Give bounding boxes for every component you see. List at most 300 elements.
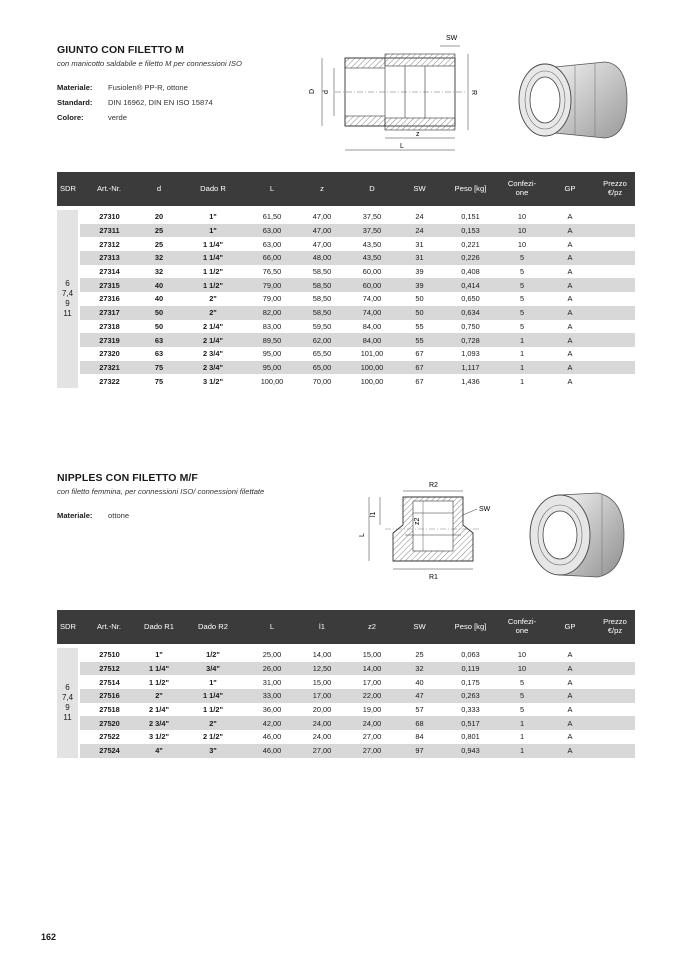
table-cell: 40 [139, 278, 179, 292]
table-cell: 10 [517, 239, 527, 249]
table-cell: A [545, 361, 595, 375]
table-cell: 2 3/4" [179, 361, 247, 375]
table-cell: 60,00 [347, 278, 397, 292]
table-cell: 25 [415, 650, 424, 660]
table-cell: 25 [154, 239, 164, 249]
table-cell: 27524 [79, 744, 139, 758]
table-row [57, 306, 635, 320]
table-cell: 27522 [99, 732, 120, 742]
dim-label-sw: SW [446, 35, 458, 42]
table-cell: 10 [517, 650, 527, 660]
table-row [57, 251, 635, 265]
table-cell: 58,50 [312, 294, 332, 304]
table-cell: 31,00 [262, 677, 282, 687]
price-cell [595, 716, 635, 730]
table-cell: 1" [179, 224, 247, 238]
table-cell: A [567, 212, 573, 222]
table-cell: 82,00 [247, 306, 297, 320]
table-cell: 15,00 [312, 677, 332, 687]
table-cell: 43,50 [347, 251, 397, 265]
table-cell: 26,00 [247, 662, 297, 676]
table-cell: 4" [139, 744, 179, 758]
table-cell: 37,50 [362, 212, 382, 222]
price-cell [595, 361, 635, 375]
col-header-l1: l1 [297, 610, 347, 644]
table-cell: 5 [499, 689, 545, 703]
table-cell: 27,00 [297, 744, 347, 758]
col-header-gp: GP [545, 172, 595, 206]
price-cell [595, 703, 635, 717]
dim-label-z2: z2 [414, 517, 421, 525]
table-cell: 24 [397, 224, 442, 238]
table-cell: 2 1/4" [179, 333, 247, 347]
table-row [57, 347, 635, 361]
table-cell: 27316 [99, 294, 120, 304]
table-cell: 0,750 [461, 321, 480, 331]
price-cell [595, 320, 635, 334]
table-row [57, 210, 635, 224]
col-header-peso: Peso [kg] [442, 610, 499, 644]
table-cell: 24 [415, 212, 424, 222]
table-body [57, 644, 635, 758]
table-cell: A [545, 306, 595, 320]
table-cell: 47,00 [312, 239, 332, 249]
technical-drawing-nipples [355, 475, 500, 585]
dim-label-r2: R2 [429, 482, 438, 489]
table-cell: 27315 [79, 278, 139, 292]
table-cell: 1" [155, 650, 163, 660]
table-row [57, 237, 635, 251]
table-row [57, 224, 635, 238]
table-cell: 27313 [79, 251, 139, 265]
table-cell: A [567, 294, 573, 304]
property-key: Materiale: [57, 83, 93, 92]
table-cell: 65,50 [312, 349, 332, 359]
table-cell: 67 [397, 361, 442, 375]
table-header-row [57, 610, 635, 644]
table-cell: 58,50 [312, 267, 332, 277]
price-cell [595, 265, 635, 279]
table-cell: 0,408 [461, 267, 480, 277]
price-cell [595, 292, 635, 306]
table-cell: 100,00 [347, 361, 397, 375]
table-cell: 60,00 [362, 267, 382, 277]
col-header-z: z [297, 172, 347, 206]
table-cell: 37,50 [347, 224, 397, 238]
table-cell: 0,063 [461, 650, 480, 660]
table-cell: 79,00 [247, 278, 297, 292]
table-cell: 31 [397, 251, 442, 265]
table-cell: 1 1/4" [139, 662, 179, 676]
table-cell: 1 1/4" [203, 239, 223, 249]
table-cell: 1 [519, 349, 525, 359]
price-cell [595, 237, 635, 251]
table-row [57, 648, 635, 662]
table-cell: 1 1/4" [179, 251, 247, 265]
table-row [57, 730, 635, 744]
table-row [57, 716, 635, 730]
table-row [57, 265, 635, 279]
table-cell: 3 1/2" [149, 732, 169, 742]
table-cell: 79,00 [262, 294, 282, 304]
table-cell: A [545, 689, 595, 703]
table-row [57, 703, 635, 717]
property-value: ottone [108, 511, 130, 520]
table-cell: A [567, 732, 573, 742]
table-cell: 39 [397, 278, 442, 292]
col-header-sw: SW [397, 610, 442, 644]
table-cell: 10 [517, 212, 527, 222]
table-cell: A [567, 349, 573, 359]
table-cell: 1 [499, 361, 545, 375]
table-cell: 63,00 [262, 239, 282, 249]
table-cell: 3" [179, 744, 247, 758]
dim-label-l: L [359, 533, 366, 537]
table-cell: 27318 [99, 321, 120, 331]
table-cell: 55 [415, 321, 424, 331]
table-cell: 20 [154, 212, 164, 222]
table-cell: 0,119 [442, 662, 499, 676]
property-value: DIN 16962, DIN EN ISO 15874 [108, 98, 213, 107]
table-cell: 57 [415, 705, 424, 715]
price-cell [595, 730, 635, 744]
col-header-dado-r: Dado R [179, 172, 247, 206]
table-cell: 27510 [99, 650, 120, 660]
table-cell: 39 [415, 267, 424, 277]
dim-label-z: z [416, 131, 420, 138]
table-cell: 22,00 [347, 689, 397, 703]
col-header-prezzo: Prezzo €/pz [595, 172, 635, 206]
table-cell: 0,728 [442, 333, 499, 347]
table-cell: 0,175 [461, 677, 480, 687]
sdr-value: 9 [65, 702, 70, 712]
table-cell: A [567, 321, 573, 331]
price-cell [595, 374, 635, 388]
col-header-l: L [247, 610, 297, 644]
table-cell: 3 1/2" [203, 376, 223, 386]
property-key: Colore: [57, 113, 84, 122]
col-header-prezzo: Prezzo €/pz [595, 610, 635, 644]
table-cell: 2 3/4" [203, 349, 223, 359]
table-cell: 58,50 [297, 278, 347, 292]
table-cell: 27314 [99, 267, 120, 277]
table-cell: 3/4" [179, 662, 247, 676]
price-cell [595, 648, 635, 662]
table-cell: 14,00 [312, 650, 332, 660]
table-cell: 27322 [99, 376, 120, 386]
table-cell: A [545, 333, 595, 347]
table-cell: 31 [415, 239, 424, 249]
table-cell: 5 [519, 677, 525, 687]
section-title: GIUNTO CON FILETTO M [57, 44, 185, 56]
price-cell [595, 347, 635, 361]
col-header-d-outer: D [347, 172, 397, 206]
table-cell: 27311 [79, 224, 139, 238]
product-image-nipples [520, 485, 630, 585]
table-cell: 47,00 [297, 224, 347, 238]
table-cell: 2" [209, 294, 217, 304]
table-cell: 75 [139, 361, 179, 375]
table-cell: 50 [154, 321, 164, 331]
section-title: NIPPLES CON FILETTO M/F [57, 472, 198, 484]
table-cell: 5 [519, 321, 525, 331]
price-cell [595, 210, 635, 224]
table-cell: 48,00 [297, 251, 347, 265]
col-header-art-nr: Art.-Nr. [79, 610, 139, 644]
table-cell: 70,00 [312, 376, 332, 386]
col-header-sdr: SDR [57, 610, 79, 644]
col-header-dado-r1: Dado R1 [139, 610, 179, 644]
table-row [57, 278, 635, 292]
table-cell: 1 1/2" [203, 267, 223, 277]
table-cell: 2 1/4" [203, 321, 223, 331]
col-header-dado-r2: Dado R2 [179, 610, 247, 644]
table-cell: 0,153 [442, 224, 499, 238]
table-row [57, 361, 635, 375]
dim-label-l: L [400, 143, 404, 150]
table-cell: 0,650 [461, 294, 480, 304]
table-cell: 20,00 [312, 705, 332, 715]
table-cell: 27520 [79, 716, 139, 730]
price-cell [595, 278, 635, 292]
table-cell: 89,50 [247, 333, 297, 347]
table-cell: 1 [519, 732, 525, 742]
table-cell: 63,00 [247, 224, 297, 238]
sdr-value: 6 [65, 278, 70, 288]
table-cell: A [545, 744, 595, 758]
table-cell: 32 [154, 267, 164, 277]
table-cell: 43,50 [362, 239, 382, 249]
col-header-confezione: Confezi- one [499, 610, 545, 644]
table-cell: 47,00 [312, 212, 332, 222]
table-cell: 62,00 [297, 333, 347, 347]
table-cell: 27518 [99, 705, 120, 715]
table-cell: 74,00 [347, 306, 397, 320]
property-value: verde [108, 113, 127, 122]
table-cell: A [545, 662, 595, 676]
table-row [57, 292, 635, 306]
table-cell: 24,00 [347, 716, 397, 730]
property-key: Materiale: [57, 511, 93, 520]
table-cell: 2" [139, 689, 179, 703]
property-value: Fusiolen® PP-R, ottone [108, 83, 188, 92]
table-cell: 74,00 [362, 294, 382, 304]
table-cell: 76,50 [262, 267, 282, 277]
col-header-confezione: Confezi- one [499, 172, 545, 206]
table-cell: 27320 [99, 349, 120, 359]
table-cell: 55 [397, 333, 442, 347]
table-cell: 0,263 [442, 689, 499, 703]
table-cell: 5 [499, 251, 545, 265]
table-header-row [57, 172, 635, 206]
table-cell: 1 [499, 744, 545, 758]
table-cell: 27512 [79, 662, 139, 676]
table-cell: A [545, 278, 595, 292]
table-cell: 10 [499, 662, 545, 676]
table-cell: 1,117 [442, 361, 499, 375]
sdr-values [57, 279, 78, 319]
table-cell: 10 [499, 224, 545, 238]
section-subtitle: con manicotto saldabile e filetto M per connessioni ISO [57, 59, 242, 68]
table-cell: 1 1/2" [149, 677, 169, 687]
table-cell: 5 [499, 306, 545, 320]
table-cell: 67 [415, 349, 424, 359]
table-cell: 5 [519, 705, 525, 715]
table-cell: 1 [499, 333, 545, 347]
table-cell: 84,00 [347, 333, 397, 347]
table-cell: A [567, 376, 573, 386]
sdr-values [57, 683, 78, 723]
table-cell: 50 [397, 306, 442, 320]
table-row [57, 320, 635, 334]
table-cell: 95,00 [247, 361, 297, 375]
table-cell: 17,00 [297, 689, 347, 703]
table-cell: 27321 [79, 361, 139, 375]
table-cell: 2 3/4" [139, 716, 179, 730]
sdr-cell [57, 210, 79, 388]
table-cell: 101,00 [360, 349, 384, 359]
table-row [57, 662, 635, 676]
table-cell: 27312 [99, 239, 120, 249]
table-cell: 40 [154, 294, 164, 304]
table-cell: 2" [179, 716, 247, 730]
table-cell: A [545, 224, 595, 238]
table-cell: 27516 [79, 689, 139, 703]
table-row [57, 689, 635, 703]
table-cell: 0,221 [461, 239, 480, 249]
property-key: Standard: [57, 98, 93, 107]
table-cell: 1,093 [461, 349, 480, 359]
price-cell [595, 333, 635, 347]
sdr-value: 7,4 [61, 692, 74, 702]
table-cell: 1,436 [461, 376, 480, 386]
spec-table-giunto [57, 172, 635, 388]
table-cell: 33,00 [247, 689, 297, 703]
table-cell: 27319 [79, 333, 139, 347]
table-cell: A [567, 239, 573, 249]
table-cell: 12,50 [297, 662, 347, 676]
table-cell: A [567, 267, 573, 277]
table-row [57, 744, 635, 758]
table-cell: 50 [139, 306, 179, 320]
table-cell: 1 1/2" [203, 705, 223, 715]
table-cell: 1 1/2" [179, 278, 247, 292]
sdr-cell [57, 648, 79, 758]
dim-label-sw: SW [479, 506, 491, 513]
table-cell: 84,00 [362, 321, 382, 331]
table-cell: 1 [499, 716, 545, 730]
table-row [57, 333, 635, 347]
table-cell: 25,00 [262, 650, 282, 660]
table-row [57, 675, 635, 689]
table-cell: A [545, 716, 595, 730]
col-header-peso: Peso [kg] [442, 172, 499, 206]
table-cell: 66,00 [247, 251, 297, 265]
table-cell: 27514 [99, 677, 120, 687]
table-cell: 63 [154, 349, 164, 359]
table-cell: 42,00 [247, 716, 297, 730]
table-cell: 40 [415, 677, 424, 687]
table-cell: 5 [519, 294, 525, 304]
table-cell: 27,00 [362, 732, 382, 742]
table-cell: 32 [397, 662, 442, 676]
dim-label-l1: l1 [370, 511, 377, 517]
table-cell: 61,50 [262, 212, 282, 222]
table-cell: 50 [415, 294, 424, 304]
table-cell: A [567, 650, 573, 660]
table-cell: 32 [139, 251, 179, 265]
col-header-gp: GP [545, 610, 595, 644]
table-cell: 27,00 [347, 744, 397, 758]
table-cell: 25 [139, 224, 179, 238]
table-cell: 15,00 [362, 650, 382, 660]
dim-label-r: R [470, 90, 477, 96]
sdr-value: 9 [65, 298, 70, 308]
price-cell [595, 744, 635, 758]
table-cell: 68 [397, 716, 442, 730]
table-cell: 0,517 [442, 716, 499, 730]
table-cell: 24,00 [297, 716, 347, 730]
price-cell [595, 675, 635, 689]
table-cell: 1 [519, 376, 525, 386]
table-cell: 0,414 [442, 278, 499, 292]
table-cell: 24,00 [312, 732, 332, 742]
table-cell: 14,00 [347, 662, 397, 676]
price-cell [595, 689, 635, 703]
col-header-sdr: SDR [57, 172, 79, 206]
table-cell: 1/2" [206, 650, 220, 660]
col-header-d: d [139, 172, 179, 206]
table-cell: 95,00 [262, 349, 282, 359]
sdr-value: 11 [63, 712, 72, 722]
table-cell: 5 [499, 278, 545, 292]
table-cell: 1" [209, 212, 217, 222]
sdr-value: 7,4 [61, 288, 74, 298]
table-cell: 46,00 [247, 744, 297, 758]
dim-label-d-outer: D [309, 88, 316, 94]
table-cell: 47 [397, 689, 442, 703]
dim-label-d-inner: d [323, 90, 330, 94]
col-header-l: L [247, 172, 297, 206]
table-cell: 67 [415, 376, 424, 386]
col-header-sw: SW [397, 172, 442, 206]
sdr-value: 11 [63, 308, 72, 318]
price-cell [595, 251, 635, 265]
table-cell: 75 [154, 376, 164, 386]
table-cell: 46,00 [262, 732, 282, 742]
table-cell: 0,801 [461, 732, 480, 742]
table-cell: A [567, 677, 573, 687]
price-cell [595, 662, 635, 676]
section-subtitle: con filetto femmina, per connessioni ISO/ connessioni filettate [57, 487, 265, 496]
table-cell: 97 [397, 744, 442, 758]
technical-drawing-giunto [300, 28, 490, 158]
table-cell: 36,00 [262, 705, 282, 715]
price-cell [595, 306, 635, 320]
table-body [57, 206, 635, 388]
table-cell: 0,333 [461, 705, 480, 715]
col-header-z2: z2 [347, 610, 397, 644]
table-cell: 0,151 [461, 212, 480, 222]
table-cell: 0,634 [442, 306, 499, 320]
table-cell: 1 1/4" [179, 689, 247, 703]
table-cell: 63 [139, 333, 179, 347]
table-cell: 0,943 [442, 744, 499, 758]
table-cell: 100,00 [360, 376, 384, 386]
table-cell: 1" [209, 677, 217, 687]
product-image-giunto [505, 50, 635, 150]
table-cell: 5 [519, 267, 525, 277]
